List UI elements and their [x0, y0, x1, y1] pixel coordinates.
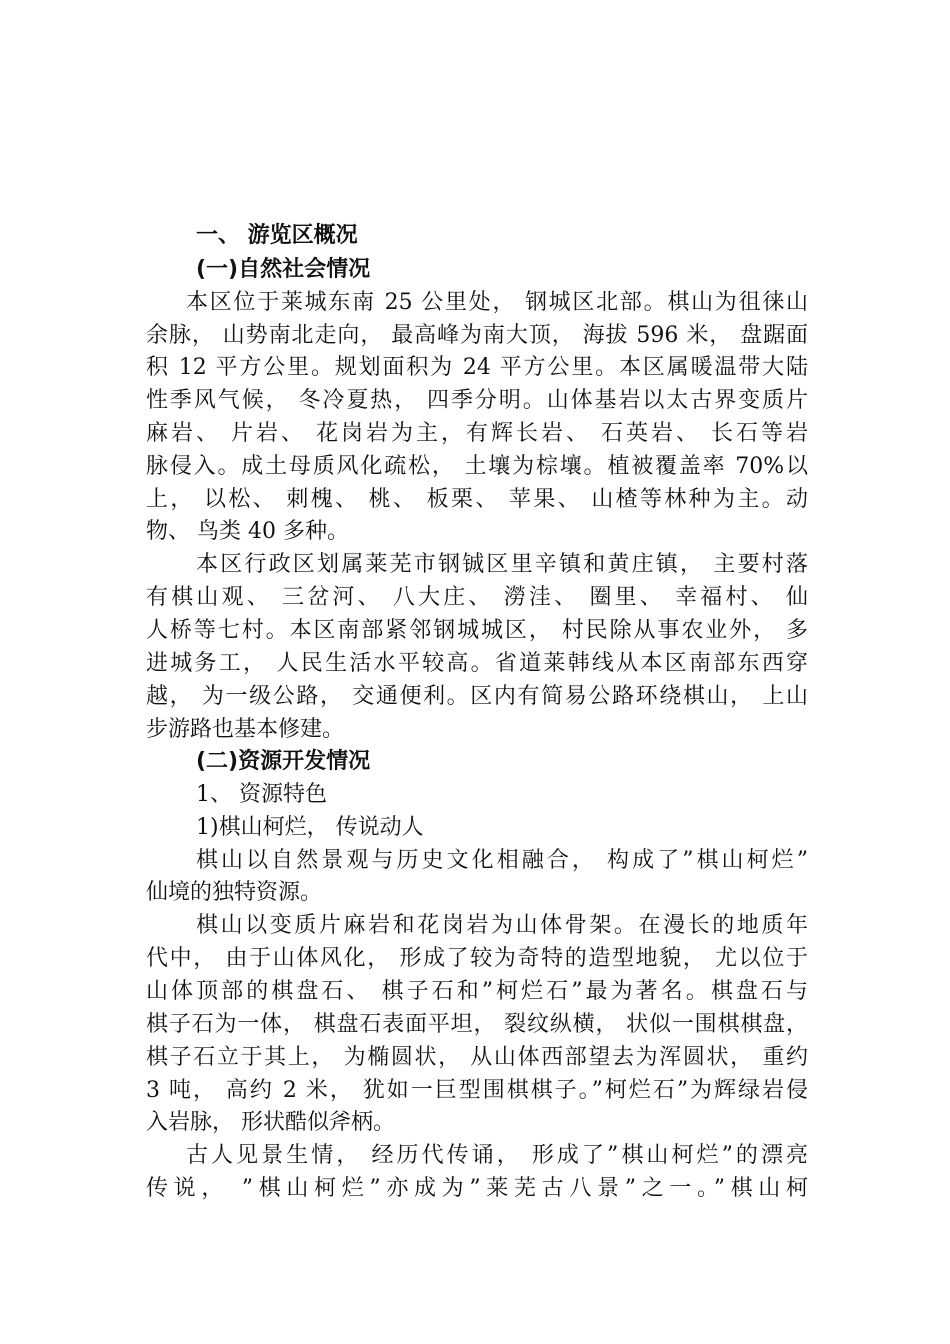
paragraph-line: 棋子石为一体， 棋盘石表面平坦， 裂纹纵横， 状似一围棋棋盘，: [146, 1012, 808, 1037]
qishan-legend-heading: 1)棋山柯烂， 传说动人: [196, 815, 424, 840]
paragraph-line: 入岩脉， 形状酷似斧柄。: [146, 1110, 395, 1135]
paragraph-line: 进城务工， 人民生活水平较高。省道莱韩线从本区南部东西穿: [146, 651, 808, 676]
paragraph-line: 脉侵入。成土母质风化疏松， 土壤为棕壤。植被覆盖率 70%以: [146, 454, 808, 479]
paragraph-line: 越， 为一级公路， 交通便利。区内有简易公路环绕棋山， 上山: [146, 684, 808, 709]
paragraph-line: 棋山以自然景观与历史文化相融合， 构成了”棋山柯烂”: [196, 848, 808, 873]
resource-features-heading: 1、 资源特色: [196, 782, 327, 807]
section-heading: 一、 游览区概况: [196, 223, 358, 248]
paragraph-line: 古人见景生情， 经历代传诵， 形成了”棋山柯烂”的漂亮: [186, 1143, 808, 1168]
paragraph-line: 有棋山观、 三岔河、 八大庄、 澇洼、 圈里、 幸福村、 仙: [146, 585, 808, 610]
paragraph-line: 3 吨， 高约 2 米， 犹如一巨型围棋棋子。”柯烂石”为辉绿岩侵: [146, 1078, 808, 1103]
paragraph-line: 人桥等七村。本区南部紧邻钢城城区， 村民除从事农业外， 多: [146, 618, 808, 643]
paragraph-line: 山体顶部的棋盘石、 棋子石和”柯烂石”最为著名。棋盘石与: [146, 979, 808, 1004]
subsection-heading-resources: (二)资源开发情况: [196, 749, 371, 774]
paragraph-line: 步游路也基本修建。: [146, 717, 345, 742]
paragraph-line: 物、 鸟类 40 多种。: [146, 519, 349, 544]
paragraph-line: 传说， ”棋山柯烂”亦成为”莱芜古八景”之一。”棋山柯: [146, 1176, 808, 1201]
paragraph-line: 上， 以松、 刺槐、 桃、 板栗、 苹果、 山楂等林种为主。动: [146, 487, 808, 512]
paragraph-line: 棋山以变质片麻岩和花岗岩为山体骨架。在漫长的地质年: [196, 913, 808, 938]
paragraph-line: 性季风气候， 冬冷夏热， 四季分明。山体基岩以太古界变质片: [146, 388, 808, 413]
paragraph-line: 代中， 由于山体风化， 形成了较为奇特的造型地貌， 尤以位于: [146, 946, 808, 971]
paragraph-line: 本区行政区划属莱芜市钢铖区里辛镇和黄庄镇， 主要村落: [196, 552, 808, 577]
paragraph-line: 本区位于莱城东南 25 公里处， 钢城区北部。棋山为徂徕山: [186, 290, 808, 315]
paragraph-line: 积 12 平方公里。规划面积为 24 平方公里。本区属暖温带大陆: [146, 355, 808, 380]
subsection-heading-natural-social: (一)自然社会情况: [196, 257, 371, 282]
paragraph-line: 仙境的独特资源。: [146, 880, 323, 905]
paragraph-line: 麻岩、 片岩、 花岗岩为主，有辉长岩、 石英岩、 长石等岩: [146, 421, 808, 446]
paragraph-line: 余脉， 山势南北走向， 最高峰为南大顶， 海拔 596 米， 盘踞面: [146, 323, 808, 348]
paragraph-line: 棋子石立于其上， 为椭圆状， 从山体西部望去为浑圆状， 重约: [146, 1045, 808, 1070]
